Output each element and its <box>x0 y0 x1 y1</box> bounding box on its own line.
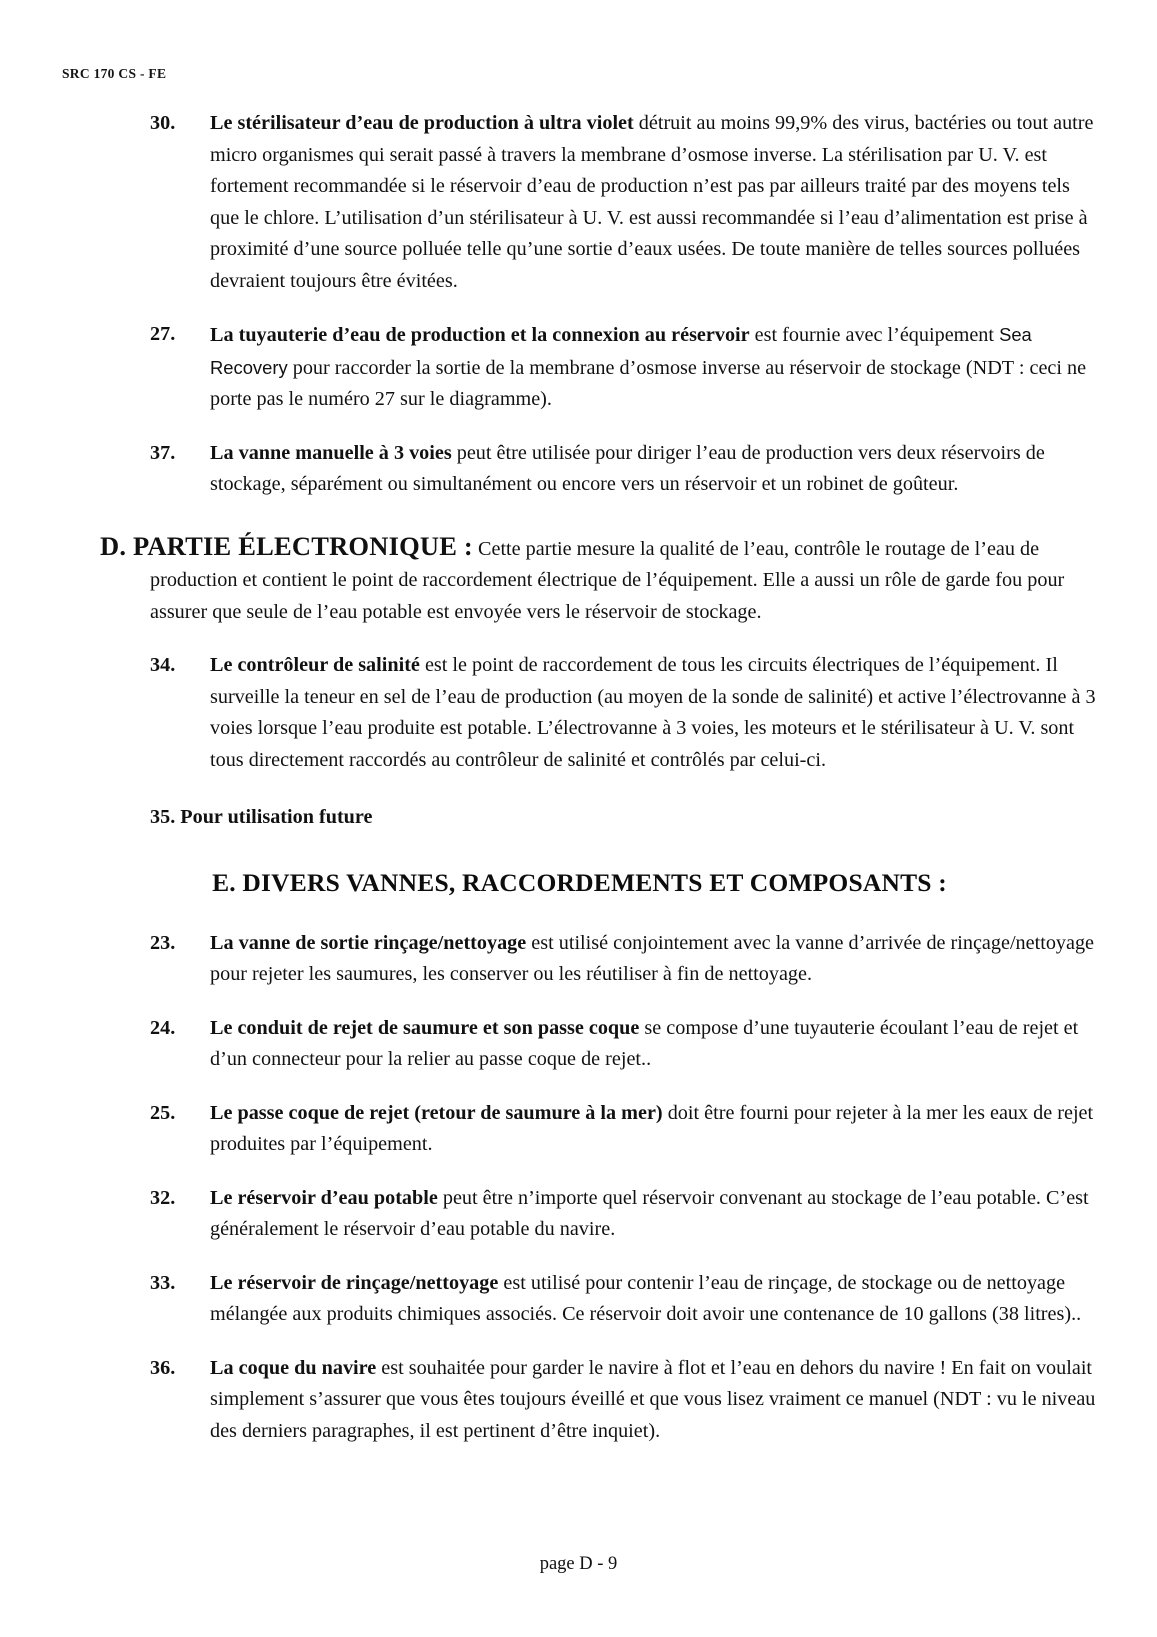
list-item-23 <box>62 928 1097 991</box>
list-item-body: est utilisé pour contenir l’eau de rinçage, de stockage ou de nettoyage mélangée aux produits chimiques associés. Ce réservoir doit avoir une contenance de 10 gallons (38 litres).. <box>210 1271 1082 1325</box>
list-item-body: est utilisé conjointement avec la vanne d’arrivée de rinçage/nettoyage pour rejeter les saumures, les conserver ou les réutiliser à fin de nettoyage. <box>210 931 1095 985</box>
list-item-number: 36. <box>150 1356 176 1379</box>
list-item-36 <box>62 1353 1097 1448</box>
list-item-lead: Le réservoir de rinçage/nettoyage <box>210 1271 499 1294</box>
list-item-37 <box>62 438 1097 501</box>
list-item-lead: La tuyauterie d’eau de production et la connexion au réservoir <box>210 324 750 346</box>
list-item-35: 35. Pour utilisation future <box>150 806 373 828</box>
section-heading-d-title: D. PARTIE ÉLECTRONIQUE : <box>100 530 473 561</box>
list-item-32 <box>62 1183 1097 1246</box>
list-item-lead: Le passe coque de rejet (retour de saumure à la mer) <box>210 1101 663 1124</box>
list-item-lead: La vanne manuelle à 3 voies <box>210 441 452 464</box>
list-item-33 <box>62 1268 1097 1331</box>
list-item-body: est souhaitée pour garder le navire à flot et l’eau en dehors du navire ! En fait on voulait simplement s’assurer que vous êtes toujours éveillé et que vous lisez vraiment ce manuel (NDT : vu le niveau des derniers paragraphes, il est pertinent d’être inquiet). <box>210 1356 1096 1442</box>
list-item-25 <box>62 1098 1097 1161</box>
list-item-lead: Le stérilisateur d’eau de production à ultra violet <box>210 112 634 134</box>
list-item-number: 32. <box>150 1186 176 1209</box>
list-item-number: 24. <box>150 1016 176 1039</box>
list-item-lead: Le conduit de rejet de saumure et son passe coque <box>210 1016 640 1039</box>
list-item-number: 34. <box>150 654 176 676</box>
section-heading-e: E. DIVERS VANNES, RACCORDEMENTS ET COMPOSANTS : <box>212 867 947 897</box>
list-item-body: peut être n’importe quel réservoir convenant au stockage de l’eau potable. C’est généralement le réservoir d’eau potable du navire. <box>210 1186 1089 1240</box>
list-item-number: 23. <box>150 931 176 954</box>
list-item-lead: Le réservoir d’eau potable <box>210 1186 438 1209</box>
list-item-body-part-a: est fournie avec l’équipement <box>749 324 1000 346</box>
list-item-number: 37. <box>150 441 176 464</box>
document-body <box>62 108 1097 1469</box>
section-heading-d <box>62 531 1097 629</box>
section-d-body: Cette partie mesure la qualité de l’eau, contrôle le routage de l’eau de production et contient le point de raccordement électrique de l’équipement. Elle a aussi un rôle de garde fou pour assurer que seule de l’eau potable est envoyée vers le réservoir de stockage. <box>150 537 1065 623</box>
list-item-30 <box>62 108 1097 297</box>
list-item-number: 30. <box>150 112 176 134</box>
list-item-body: se compose d’une tuyauterie écoulant l’eau de rejet et d’un connecteur pour la relier au passe coque de rejet.. <box>210 1016 1079 1070</box>
list-item-34 <box>62 650 1097 776</box>
list-item-27 <box>62 319 1097 416</box>
list-item-number: 27. <box>150 323 176 345</box>
brand-name-sea-recovery: Sea Recovery <box>210 324 1032 378</box>
page-footer: page D - 9 <box>539 1554 618 1574</box>
list-item-body-part-b: pour raccorder la sortie de la membrane d’osmose inverse au réservoir de stockage (NDT : ceci ne porte pas le numéro 27 sur le diagramme). <box>210 356 1087 410</box>
list-item-lead: La vanne de sortie rinçage/nettoyage <box>210 931 527 954</box>
list-item-lead: Le contrôleur de salinité <box>210 654 420 676</box>
list-item-body: est le point de raccordement de tous les circuits électriques de l’équipement. Il surveille la teneur en sel de l’eau de production (au moyen de la sonde de salinité) et active l’électrovanne à 3 voies lorsque l’eau produite est potable. L’électrovanne à 3 voies, les moteurs et le stérilisateur à U. V. sont tous directement raccordés au contrôleur de salinité et contrôlés par celui-ci. <box>210 654 1096 771</box>
list-item-body: détruit au moins 99,9% des virus, bactéries ou tout autre micro organismes qui serait passé à travers la membrane d’osmose inverse. La stérilisation par U. V. est fortement recommandée si le réservoir d’eau de production n’est pas par ailleurs traité par des moyens tels que le chlore. L’utilisation d’un stérilisateur à U. V. est aussi recommandée si l’eau d’alimentation est prise à proximité d’une source polluée telle qu’une sortie d’eaux usées. De toute manière de telles sources polluées devraient toujours être évitées. <box>210 112 1094 292</box>
running-header: SRC 170 CS - FE <box>62 66 167 81</box>
list-item-24 <box>62 1013 1097 1076</box>
list-item-body: doit être fourni pour rejeter à la mer les eaux de rejet produites par l’équipement. <box>210 1101 1094 1155</box>
list-item-number: 25. <box>150 1101 176 1124</box>
list-item-number: 33. <box>150 1271 176 1294</box>
list-item-lead: La coque du navire <box>210 1356 377 1379</box>
list-item-body: peut être utilisée pour diriger l’eau de production vers deux réservoirs de stockage, séparément ou simultanément ou encore vers un réservoir et un robinet de goûteur. <box>210 441 1045 495</box>
